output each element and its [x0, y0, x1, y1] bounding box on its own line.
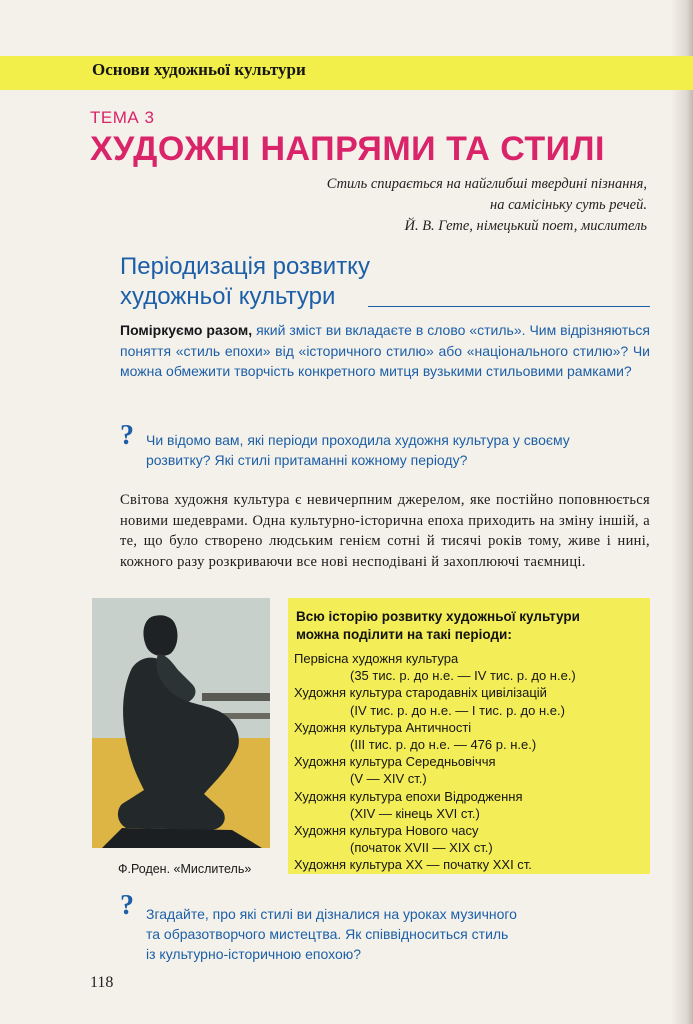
period-dates: (III тис. р. до н.е. — 476 р. н.е.) — [350, 737, 537, 753]
think-together-text: який зміст ви вкладаєте в слово «стиль». Чим відрізняються поняття «стиль епохи» від «історичного стилю» або «національного стилю»? Чи можна обмежити творчість конкретного митця вузькими стильовими рамками? — [120, 322, 650, 379]
period-dates: (XIV — кінець XVI ст.) — [350, 805, 480, 821]
period-item — [294, 650, 644, 684]
period-item — [294, 856, 644, 873]
period-dates: (IV тис. р. до н.е. — I тис. р. до н.е.) — [350, 702, 565, 718]
section-title-underline — [368, 306, 650, 307]
periods-intro-line-1: Всю історію розвитку художньої культури — [296, 609, 580, 624]
question-mark-icon: ? — [120, 890, 134, 921]
period-name: Художня культура XX — початку XXI ст. — [294, 857, 532, 873]
think-together-block — [120, 320, 650, 382]
epigraph — [327, 174, 647, 237]
page-edge-shadow — [671, 0, 693, 1024]
section-title-line-1: Періодизація розвитку — [120, 253, 370, 280]
epigraph-line-2: на самісіньку суть речей. — [490, 197, 647, 213]
periods-intro-line-2: можна поділити на такі періоди: — [296, 627, 512, 642]
question-mark-icon: ? — [120, 420, 134, 451]
period-item — [294, 788, 644, 822]
question-2 — [146, 904, 517, 964]
thinker-sculpture-icon — [92, 598, 270, 848]
period-name: Художня культура Середньовіччя — [294, 754, 496, 770]
page-title: ХУДОЖНІ НАПРЯМИ ТА СТИЛІ — [90, 130, 605, 168]
question-2-line-1: Згадайте, про які стилі ви дізналися на уроках музичного — [146, 906, 517, 922]
periods-intro — [296, 608, 636, 644]
period-name: Художня культура стародавніх цивілізацій — [294, 685, 547, 701]
image-caption: Ф.Роден. «Мислитель» — [118, 862, 252, 876]
epigraph-line-1: Стиль спирається на найглибші твердині пізнання, — [326, 176, 647, 192]
period-name: Художня культура Античності — [294, 719, 472, 735]
think-together-lead: Поміркуємо разом, — [120, 322, 253, 338]
question-1 — [146, 430, 570, 470]
question-1-line-2: розвитку? Які стилі притаманні кожному періоду? — [146, 452, 468, 468]
running-header: Основи художньої культури — [92, 60, 306, 79]
thinker-sculpture-photo — [92, 598, 270, 848]
period-name: Художня культура Нового часу — [294, 823, 479, 839]
question-2-line-3: із культурно-історичною епохою? — [146, 946, 362, 962]
period-dates: (початок XVII — XIX ст.) — [350, 840, 493, 856]
section-title-line-2: художньої культури — [120, 283, 336, 310]
period-dates: (35 тис. р. до н.е. — IV тис. р. до н.е.) — [350, 668, 576, 684]
epigraph-author: Й. В. Гете, німецький поет, мислитель — [404, 218, 647, 234]
period-item — [294, 822, 644, 856]
period-name: Художня культура епохи Відродження — [294, 788, 523, 804]
period-name: Первісна художня культура — [294, 651, 459, 666]
question-2-line-2: та образотворчого мистецтва. Як співвідноситься стиль — [146, 926, 509, 942]
period-dates: (V — XIV ст.) — [350, 771, 427, 787]
period-item — [294, 684, 644, 718]
periods-list — [294, 650, 644, 874]
topic-label: ТЕМА 3 — [90, 108, 155, 127]
period-item — [294, 719, 644, 753]
period-item — [294, 753, 644, 787]
section-title — [120, 252, 370, 312]
page-number: 118 — [90, 974, 114, 991]
body-paragraph: Світова художня культура є невичерпним джерелом, яке постійно поповнюється новими шедеврами. Одна культурно-історична епоха приходить на зміну іншій, а те, що було створено людським генієм сотні й тисячі років тому, живе і нині, кожного разу розкриваючи все нові несподівані й захоплюючі таємниці. — [120, 492, 650, 570]
question-1-line-1: Чи відомо вам, які періоди проходила художня культура у своєму — [146, 432, 570, 448]
